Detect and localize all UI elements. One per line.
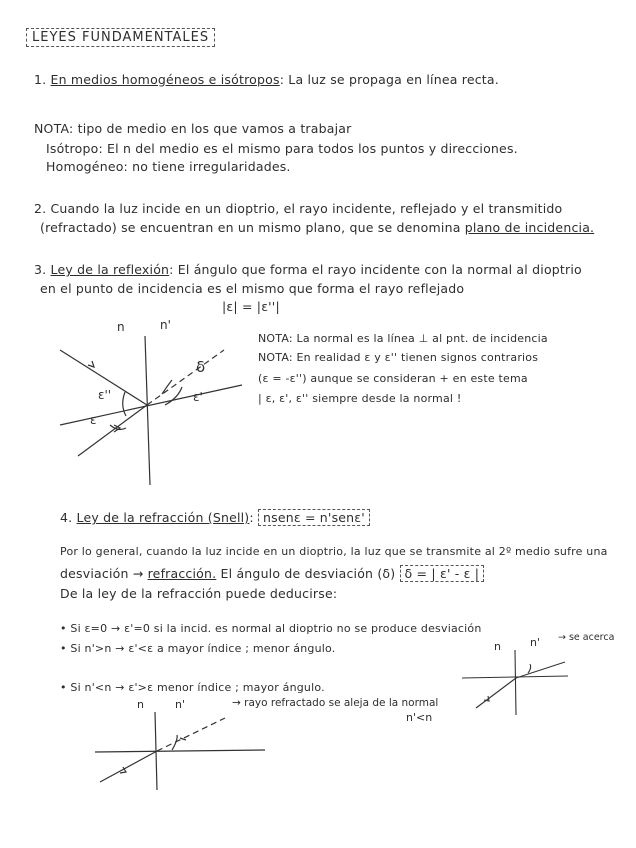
reflection-note-2: NOTA: En realidad ε y ε'' tienen signos contrarios [258, 351, 539, 364]
section-4-heading-line: 4. Ley de la refracción (Snell): nsenε = n'senε' [60, 510, 370, 525]
desviacion-text: desviación → [60, 566, 148, 581]
bullet-1: • Si ε=0 → ε'=0 si la incid. es normal al dioptrio no se produce desviación [60, 622, 482, 635]
bottom-diagram-n-label: n [137, 698, 144, 711]
homogeneo-label: Homogéneo: [46, 159, 128, 174]
reflection-note-4: | ε, ε', ε'' siempre desde la normal ! [258, 392, 462, 405]
diagram-n2-label: n' [160, 318, 171, 332]
nota-1-text: tipo de medio en los que vamos a trabajar [77, 121, 352, 136]
section-1-number: 1. [34, 72, 47, 87]
diagram-eps-label: ε [90, 413, 97, 427]
section-2-line-1: 2. Cuando la luz incide en un dioptrio, el rayo incidente, reflejado y el transmitido [34, 201, 563, 216]
section-3-text: : El ángulo que forma el rayo incidente con la normal al dioptrio [169, 262, 582, 277]
right-diagram-n-label: n [494, 640, 501, 653]
section-3-heading: Ley de la reflexión [50, 262, 170, 277]
bottom-diagram-n2-label: n' [175, 698, 185, 711]
section-4-number: 4. [60, 510, 73, 525]
refraccion-word: refracción. [147, 566, 217, 581]
diagram-eps2-label: ε'' [98, 388, 112, 402]
reflection-note-3: (ε = -ε'') aunque se consideran + en este tema [258, 372, 528, 385]
angulo-desviacion-text: El ángulo de desviación (δ) [216, 566, 396, 581]
diagram-delta-label: δ [196, 358, 206, 376]
bottom-diagram-condition: n'<n [406, 711, 433, 724]
right-diagram-n2-label: n' [530, 636, 540, 649]
deviation-formula: δ = | ε' - ε | [400, 565, 485, 582]
isotropo-label: Isótropo: [46, 141, 103, 156]
bullet-3: • Si n'<n → ε'>ε menor índice ; mayor ángulo. [60, 681, 325, 694]
homogeneo-text: no tiene irregularidades. [132, 159, 291, 174]
snell-formula: nsenε = n'senε' [258, 509, 370, 526]
right-diagram-note: → se acerca [558, 632, 615, 643]
section-4-line-1: Por lo general, cuando la luz incide en un dioptrio, la luz que se transmite al 2º medio sufre una [60, 545, 608, 558]
section-1-text: : La luz se propaga en línea recta. [279, 72, 499, 87]
bottom-diagram-note: → rayo refractado se aleja de la normal [232, 697, 439, 709]
diagram-n-label: n [117, 320, 125, 334]
section-4-heading: Ley de la refracción (Snell) [76, 510, 250, 525]
page-title: LEYES FUNDAMENTALES [26, 28, 215, 47]
section-4-line-3: De la ley de la refracción puede deducirse: [60, 586, 338, 601]
section-1-heading: En medios homogéneos e isótropos [50, 72, 280, 87]
reflection-note-1: NOTA: La normal es la línea ⊥ al pnt. de incidencia [258, 332, 548, 345]
nota-1-label: NOTA: [34, 121, 74, 136]
plano-incidencia: plano de incidencia. [464, 220, 595, 235]
section-3-line-2: en el punto de incidencia es el mismo que forma el rayo reflejado [40, 281, 465, 296]
section-2-text: (refractado) se encuentran en un mismo plano, que se denomina [40, 220, 465, 235]
bullet-2: • Si n'>n → ε'<ε a mayor índice ; menor ángulo. [60, 642, 336, 655]
diagram-eps1-label: ε' [193, 390, 203, 404]
reflection-formula: |ε| = |ε''| [222, 299, 280, 314]
section-3-number: 3. [34, 262, 47, 277]
isotropo-text: El n del medio es el mismo para todos los puntos y direcciones. [107, 141, 518, 156]
